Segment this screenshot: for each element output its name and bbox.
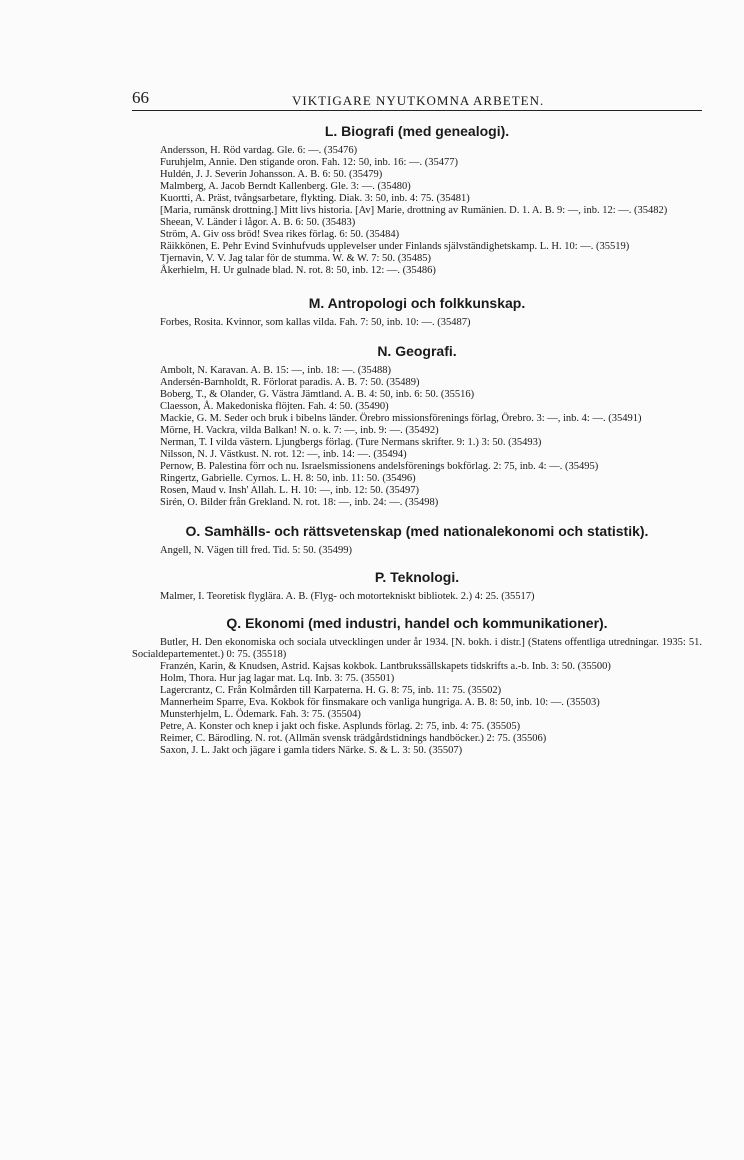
section [132, 615, 702, 757]
bibliography-entry: Sheean, V. Länder i lågor. A. B. 6: 50. (35483) [160, 217, 356, 228]
bibliography-entry: Mannerheim Sparre, Eva. Kokbok för finsmakare och vanliga hungriga. A. B. 8: 50, inb. 10: —. (35503) [160, 697, 600, 708]
bibliography-entry: Franzén, Karin, & Knudsen, Astrid. Kajsas kokbok. Lantbrukssällskapets tidskrifts a.-b. Inb. 3: 50. (35500) [160, 661, 611, 672]
running-header [132, 88, 702, 111]
bibliography-entry: Malmberg, A. Jacob Berndt Kallenberg. Gle. 3: —. (35480) [160, 181, 411, 192]
bibliography-entry: Pernow, B. Palestina förr och nu. Israelsmissionens andelsförenings bokförlag. 2: 75, inb. 4: —. (35495) [160, 461, 599, 472]
bibliography-entry: Nerman, T. I vilda västern. Ljungbergs förlag. (Ture Nermans skrifter. 9: 1.) 3: 50. (35493) [160, 437, 542, 448]
bibliography-entry: Mackie, G. M. Seder och bruk i bibelns länder. Örebro missionsförenings förlag, Örebro. 3: —, inb. 4: —. (35491) [160, 413, 642, 424]
bibliography-entry: Munsterhjelm, L. Ödemark. Fah. 3: 75. (35504) [160, 709, 361, 720]
bibliography-entry: Forbes, Rosita. Kvinnor, som kallas vilda. Fah. 7: 50, inb. 10: —. (35487) [160, 317, 471, 328]
bibliography-entry: Åkerhielm, H. Ur gulnade blad. N. rot. 8: 50, inb. 12: —. (35486) [160, 265, 436, 276]
bibliography-entry: Kuortti, A. Präst, tvångsarbetare, flykting. Diak. 3: 50, inb. 4: 75. (35481) [160, 193, 470, 204]
bibliography-entry: Reimer, C. Bärodling. N. rot. (Allmän svensk trädgårdstidnings handböcker.) 2: 75. (35506) [160, 733, 547, 744]
bibliography-entry: [Maria, rumänsk drottning.] Mitt livs historia. [Av] Marie, drottning av Rumänien. D. 1. A. B. 9: —, inb. 12: —. (35482) [160, 205, 668, 216]
page [132, 88, 702, 757]
bibliography-entry: Sirén, O. Bilder från Grekland. N. rot. 18: —, inb. 24: —. (35498) [160, 497, 439, 508]
bibliography-entry: Andersson, H. Röd vardag. Gle. 6: —. (35476) [160, 145, 358, 156]
bibliography-entry: Andersén-Barnholdt, R. Förlorat paradis. A. B. 7: 50. (35489) [160, 377, 420, 388]
bibliography-entry: Saxon, J. L. Jakt och jägare i gamla tiders Närke. S. & L. 3: 50. (35507) [160, 745, 463, 756]
bibliography-entry: Ringertz, Gabrielle. Cyrnos. L. H. 8: 50, inb. 11: 50. (35496) [160, 473, 416, 484]
content [132, 123, 702, 757]
bibliography-entry: Mörne, H. Vackra, vilda Balkan! N. o. k. 7: —, inb. 9: —. (35492) [160, 425, 439, 436]
bibliography-entry: Boberg, T., & Olander, G. Västra Jämtland. A. B. 4: 50, inb. 6: 50. (35516) [160, 389, 475, 400]
bibliography-entry: Furuhjelm, Annie. Den stigande oron. Fah. 12: 50, inb. 16: —. (35477) [160, 157, 459, 168]
bibliography-entry: Angell, N. Vägen till fred. Tid. 5: 50. (35499) [160, 545, 353, 556]
bibliography-entry: Huldén, J. J. Severin Johansson. A. B. 6: 50. (35479) [160, 169, 383, 180]
bibliography-entry: Rosen, Maud v. Insh' Allah. L. H. 10: —, inb. 12: 50. (35497) [160, 485, 420, 496]
section-heading: P. Teknologi. [374, 569, 460, 585]
bibliography-entry: Nilsson, N. J. Västkust. N. rot. 12: —, inb. 14: —. (35494) [160, 449, 407, 460]
bibliography-entry: Tjernavin, V. V. Jag talar för de stumma. W. & W. 7: 50. (35485) [160, 253, 432, 264]
section-heading: M. Antropologi och folkkunskap. [308, 295, 526, 311]
section [132, 295, 702, 329]
bibliography-entry: Lagercrantz, C. Från Kolmården till Karpaterna. H. G. 8: 75, inb. 11: 75. (35502) [160, 685, 502, 696]
section-heading: O. Samhälls- och rättsvetenskap (med nationalekonomi och statistik). [185, 523, 649, 539]
bibliography-entry: Petre, A. Konster och knep i jakt och fiske. Asplunds förlag. 2: 75, inb. 4: 75. (35505) [160, 721, 521, 732]
section-heading: Q. Ekonomi (med industri, handel och kommunikationer). [226, 615, 608, 631]
page-number: 66 [132, 88, 149, 107]
section-heading: N. Geografi. [377, 343, 457, 359]
bibliography-entry: Malmer, I. Teoretisk flyglära. A. B. (Flyg- och motortekniskt bibliotek. 2.) 4: 25. (35517) [160, 591, 535, 602]
bibliography-entry: Claesson, Å. Makedoniska flöjten. Fah. 4: 50. (35490) [160, 401, 389, 412]
section [132, 569, 702, 603]
bibliography-entry: Ström, A. Giv oss bröd! Svea rikes förlag. 6: 50. (35484) [160, 229, 400, 240]
section [132, 343, 702, 509]
bibliography-entry: Holm, Thora. Hur jag lagar mat. Lq. Inb. 3: 75. (35501) [160, 673, 395, 684]
bibliography-entry: Ambolt, N. Karavan. A. B. 15: —, inb. 18: —. (35488) [160, 365, 391, 376]
section [132, 523, 702, 557]
running-title: VIKTIGARE NYUTKOMNA ARBETEN. [292, 93, 545, 108]
section [132, 123, 702, 277]
bibliography-entry: Räikkönen, E. Pehr Evind Svinhufvuds upplevelser under Finlands självständighetskamp. L. H. 10: —. (35519) [160, 241, 630, 252]
section-heading: L. Biografi (med genealogi). [324, 123, 510, 139]
bibliography-entry: Butler, H. Den ekonomiska och sociala utvecklingen under år 1934. [N. bokh. i distr.] (Statens offentliga utredningar. 1935: 51. Socialdepartementet.) 0: 75. (35518) [132, 637, 702, 660]
